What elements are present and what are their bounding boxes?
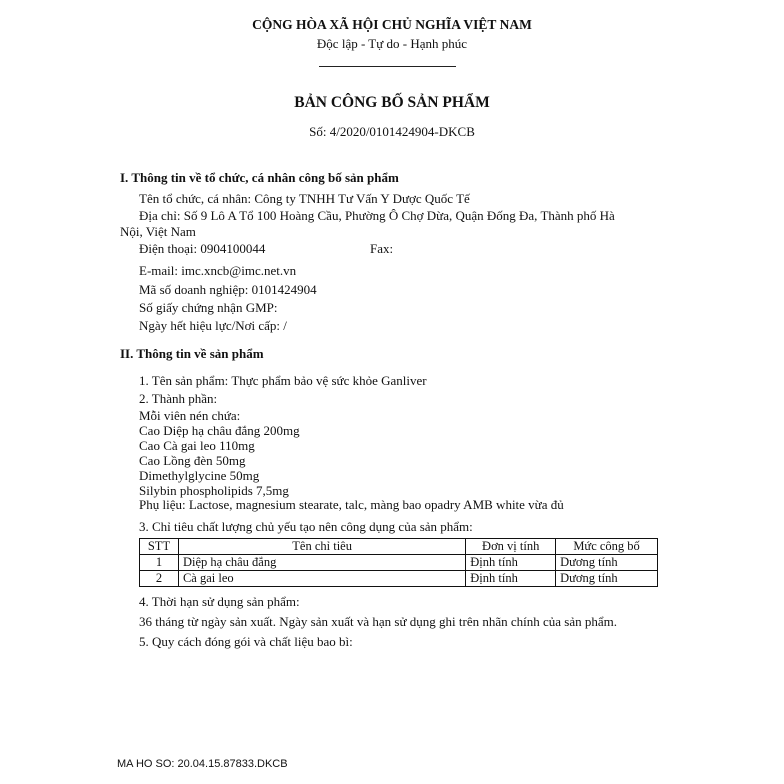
quality-criteria-table <box>139 538 658 587</box>
column-header: Tên chỉ tiêu <box>178 539 465 555</box>
table-cell: Định tính <box>466 555 556 571</box>
composition-intro: Mỗi viên nén chứa: <box>139 408 241 423</box>
table-row <box>140 571 658 587</box>
org-name: Tên tổ chức, cá nhân: Công ty TNHH Tư Vấn Y Dược Quốc Tế <box>139 191 470 206</box>
gmp-number: Số giấy chứng nhận GMP: <box>139 300 278 315</box>
shelf-life-label: 4. Thời hạn sử dụng sản phẩm: <box>139 594 300 609</box>
column-header: Đơn vị tính <box>466 539 556 555</box>
product-name: 1. Tên sản phẩm: Thực phẩm bảo vệ sức khỏe Ganliver <box>139 373 427 388</box>
document-title: BẢN CÔNG BỐ SẢN PHẨM <box>294 94 490 111</box>
ingredient: Cao Diệp hạ châu đắng 200mg <box>139 423 300 438</box>
column-header: Mức công bố <box>556 539 658 555</box>
section-1-heading: I. Thông tin về tổ chức, cá nhân công bố sản phẩm <box>120 170 399 185</box>
fax: Fax: <box>370 241 394 256</box>
ingredient: Silybin phospholipids 7,5mg <box>139 483 289 498</box>
table-row <box>140 555 658 571</box>
shelf-life: 36 tháng từ ngày sản xuất. Ngày sản xuất và hạn sử dụng ghi trên nhãn chính của sản phẩm. <box>139 614 618 629</box>
motto: Độc lập - Tự do - Hạnh phúc <box>316 36 468 51</box>
table-cell: Cà gai leo <box>178 571 465 587</box>
ingredient: Cao Cà gai leo 110mg <box>139 438 255 453</box>
table-cell: Dương tính <box>556 571 658 587</box>
file-code: MA HO SO: 20.04.15.87833.DKCB <box>117 758 288 770</box>
table-cell: Diệp hạ châu đắng <box>178 555 465 571</box>
section-2-heading: II. Thông tin về sản phẩm <box>120 346 264 361</box>
ingredient: Dimethylglycine 50mg <box>139 468 260 483</box>
document-number: Số: 4/2020/0101424904-DKCB <box>309 124 475 139</box>
expiry-place: Ngày hết hiệu lực/Nơi cấp: / <box>139 318 287 333</box>
tax-code: Mã số doanh nghiệp: 0101424904 <box>139 282 317 297</box>
quality-criteria-label: 3. Chỉ tiêu chất lượng chủ yếu tạo nên công dụng của sản phẩm: <box>139 519 473 534</box>
country-header: CỘNG HÒA XÃ HỘI CHỦ NGHĨA VIỆT NAM <box>252 17 532 32</box>
table-cell: Dương tính <box>556 555 658 571</box>
header-divider <box>319 66 456 67</box>
table-cell: Định tính <box>466 571 556 587</box>
column-header: STT <box>140 539 179 555</box>
address-line-2: Nội, Việt Nam <box>120 224 196 239</box>
phone: Điện thoại: 0904100044 <box>139 241 266 256</box>
ingredient: Cao Lồng đèn 50mg <box>139 453 246 468</box>
table-header-row <box>140 539 658 555</box>
table-cell: 1 <box>140 555 179 571</box>
address-line-1: Địa chỉ: Số 9 Lô A Tổ 100 Hoàng Cầu, Phường Ô Chợ Dừa, Quận Đống Đa, Thành phố Hà <box>139 208 615 223</box>
table-cell: 2 <box>140 571 179 587</box>
packaging-label: 5. Quy cách đóng gói và chất liệu bao bì: <box>139 634 353 649</box>
composition-label: 2. Thành phần: <box>139 391 218 406</box>
email: E-mail: imc.xncb@imc.net.vn <box>139 263 297 278</box>
excipients: Phụ liệu: Lactose, magnesium stearate, talc, màng bao opadry AMB white vừa đủ <box>139 497 564 512</box>
